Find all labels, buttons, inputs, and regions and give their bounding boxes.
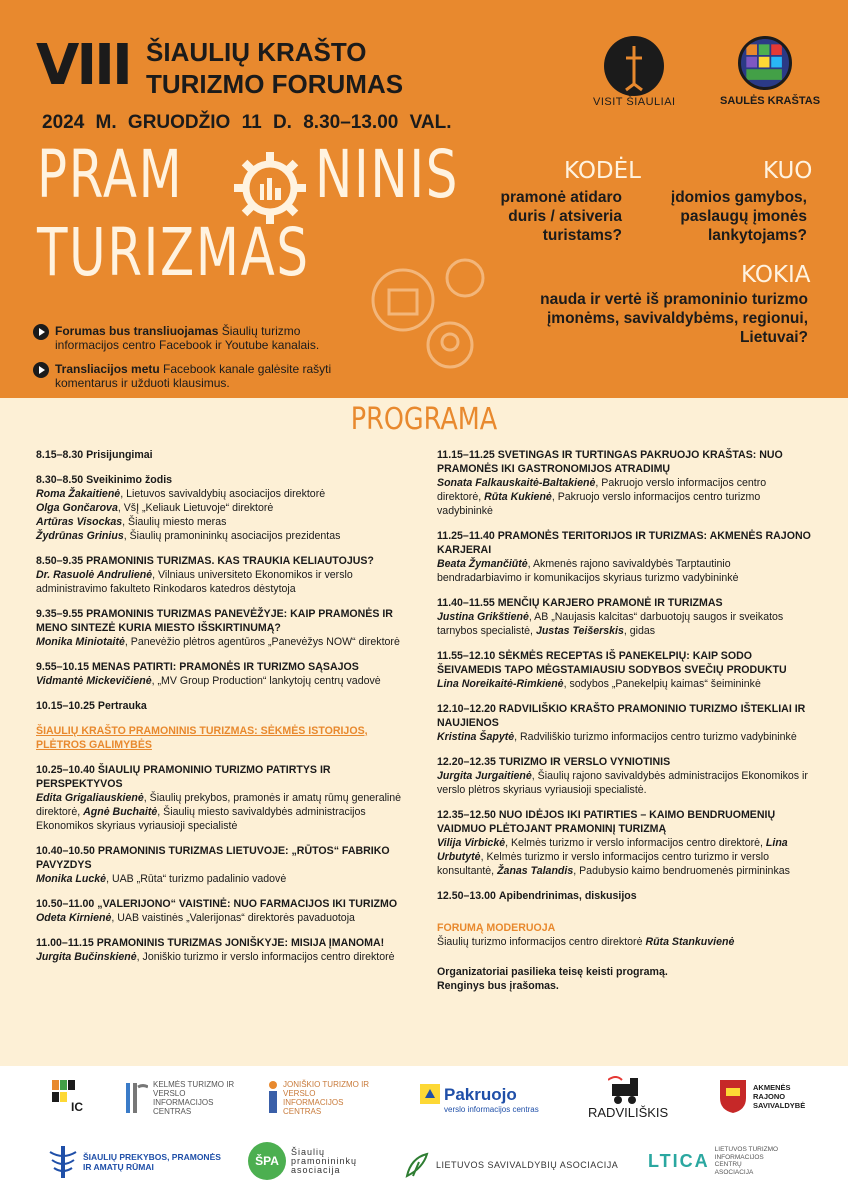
program-item-heading	[36, 554, 416, 568]
program-left-column	[36, 448, 416, 975]
program-speakers	[437, 610, 813, 638]
big-title-part1: PRAM	[37, 136, 184, 213]
question-kodel-text: pramonė atidaro duris / atsiveria turistams?	[500, 189, 622, 244]
moderator-block	[437, 921, 813, 949]
program-time: 9.55–10.15	[36, 661, 90, 673]
radviliskis-logo-text: RADVILIŠKIS	[588, 1105, 669, 1120]
program-speakers	[437, 557, 813, 585]
stream-info-bold: Forumas bus transliuojamas	[55, 324, 219, 338]
speaker-name: Justina Grikštienė	[437, 611, 529, 623]
joniskis-logo-icon	[268, 1081, 278, 1115]
speaker-name: Agnė Buchaitė	[83, 806, 158, 818]
program-item-heading	[437, 529, 813, 557]
program-time: 11.15–11.25	[437, 449, 495, 461]
note-recorded: Renginys bus įrašomas.	[437, 980, 559, 992]
speaker-role: , Joniškio turizmo ir verslo informacijos centro direktorė	[136, 951, 395, 963]
note-change: Organizatoriai pasilieka teisę keisti programą.	[437, 966, 668, 978]
program-item	[437, 755, 813, 797]
program-item-heading	[36, 897, 416, 911]
program-item	[437, 448, 813, 518]
radviliskis-logo	[588, 1076, 669, 1120]
program-title: NUO IDĖJOS IKI PATIRTIES – KAIMO BENDRUOMENIŲ VAIDMUO PLĖTOJANT PRAMONINĮ TURIZMĄ	[437, 809, 776, 835]
speaker-name: Sonata Falkauskaitė-Baltakienė	[437, 477, 596, 489]
program-item	[36, 763, 416, 833]
programa-title: PROGRAMA	[350, 402, 498, 437]
speaker-role: , Padubysio kaimo bendruomenės pirmininkas	[573, 865, 790, 877]
kelme-logo	[126, 1080, 246, 1116]
edition-number: VIII	[36, 33, 130, 98]
speaker-role: , Akmenės rajono savivaldybės Tarptautinio bendradarbiavimo ir komunikacijos skyriaus turizmo vadybininkė	[437, 558, 739, 584]
moderator-role: Šiaulių turizmo informacijos centro direktorė	[437, 936, 646, 948]
program-item-heading	[437, 808, 813, 836]
speaker-role: , Šiaulių rajono savivaldybės administracijos Ekonomikos ir verslo plėtros skyriaus vyriausioji specialistė.	[437, 770, 808, 796]
speaker-name: Beata Žymančiūtė	[437, 558, 528, 570]
forum-title	[146, 36, 403, 100]
prekybos-rumai-logo	[48, 1144, 228, 1180]
program-right-column	[437, 448, 813, 993]
program-title: MENČIŲ KARJERO PRAMONĖ IR TURIZMAS	[497, 597, 723, 609]
program-title: ŠIAULIŲ PRAMONINIO TURIZMO PATIRTYS IR PERSPEKTYVOS	[36, 764, 331, 790]
program-title: „VALERIJONO“ VAISTINĖ: NUO FARMACIJOS IKI TURIZMO	[97, 898, 398, 910]
speaker-role: , Šiaulių miesto meras	[122, 516, 227, 528]
speaker-name: Monika Miniotaitė	[36, 636, 125, 648]
program-speakers	[36, 674, 416, 688]
speaker-name: Kristina Šapytė	[437, 731, 515, 743]
program-speakers	[437, 677, 813, 691]
play-icon	[33, 324, 49, 340]
speaker-name: Lina Noreikaitė-Rimkienė	[437, 678, 564, 690]
program-speakers	[36, 568, 416, 596]
comment-info-text: Facebook kanale galėsite rašyti komentarus ir užduoti klausimus.	[55, 362, 332, 390]
pakruojo-logo-icon	[420, 1084, 440, 1104]
program-time: 12.20–12.35	[437, 756, 496, 768]
program-time: 11.00–11.15	[36, 937, 94, 949]
program-title: MENAS PATIRTI: PRAMONĖS IR TURIZMO SĄSAJOS	[91, 661, 359, 673]
program-item	[437, 649, 813, 691]
spa-logo-icon: ŠPA	[248, 1142, 286, 1180]
ic-logo-text: IC	[71, 1099, 83, 1114]
joniskis-logo-text: JONIŠKIO TURIZMO IR VERSLO INFORMACIJOS CENTRAS	[283, 1080, 370, 1116]
pakruojo-logo-subtext: verslo informacijos centras	[444, 1105, 539, 1114]
speaker-role: , „MV Group Production“ lankytojų centrų vadovė	[151, 675, 381, 687]
program-item	[437, 889, 813, 903]
program-time: 8.50–9.35	[36, 555, 84, 567]
factory-gear-icon	[355, 250, 495, 390]
program-item-heading	[437, 649, 813, 677]
program-item-heading	[437, 889, 813, 903]
program-speakers	[437, 730, 813, 744]
ltica-logo	[648, 1146, 798, 1176]
program-item	[36, 936, 416, 964]
comment-info	[33, 362, 353, 390]
question-kokia-text: nauda ir vertė iš pramoninio turizmo įmonėms, savivaldybėms, regionui, Lietuvai?	[540, 291, 808, 346]
speaker-name: Žydrūnas Grinius	[36, 530, 124, 542]
program-item-heading	[36, 936, 416, 950]
program-speakers	[36, 635, 416, 649]
program-item	[36, 844, 416, 886]
program-time: 12.10–12.20	[437, 703, 496, 715]
speaker-name: Vidmantė Mickevičienė	[36, 675, 152, 687]
program-title: PRAMONINIS TURIZMAS LIETUVOJE: „RŪTOS“ FABRIKO PAVYZDYS	[36, 845, 390, 871]
kelme-logo-icon	[126, 1081, 148, 1115]
speaker-role: , AB „Naujasis kalcitas“ darbuotojų saugos ir sveikatos tarnybos specialistė,	[437, 611, 784, 637]
program-time: 8.15–8.30	[36, 449, 84, 461]
speaker-role: , Šiaulių miesto savivaldybės administracijos Ekonomikos skyriaus vyriausioji specialistė	[36, 806, 366, 832]
program-item	[36, 660, 416, 688]
speaker-name: Monika Luckė	[36, 873, 107, 885]
program-item-heading	[36, 844, 416, 872]
program-time: 11.55–12.10	[437, 650, 496, 662]
program-speakers	[36, 911, 416, 925]
hermes-staff-icon	[48, 1144, 78, 1180]
train-icon	[608, 1076, 648, 1106]
joniskis-logo	[268, 1080, 378, 1116]
speaker-role: , sodybos „Panekelpių kaimas“ šeimininkė	[563, 678, 761, 690]
partner-logos	[0, 1066, 848, 1200]
program-title: Prisijungimai	[86, 449, 153, 461]
comment-info-bold: Transliacijos metu	[55, 362, 160, 376]
program-item	[437, 529, 813, 585]
program-time: 11.40–11.55	[437, 597, 495, 609]
lsa-leaf-icon	[405, 1152, 431, 1178]
program-item	[36, 473, 416, 543]
speaker-name: Lina Urbutytė	[437, 837, 788, 863]
ltica-logo-icon: LTICA	[648, 1150, 710, 1171]
program-time: 12.50–13.00	[437, 890, 496, 902]
program-time: 10.15–10.25	[36, 700, 95, 712]
speaker-role: , Radviliškio turizmo informacijos centro turizmo vadybininkė	[514, 731, 797, 743]
speaker-name: Rūta Kukienė	[484, 491, 552, 503]
speaker-role: , Lietuvos savivaldybių asociacijos direktorė	[120, 488, 326, 500]
speaker-role: , Pakruojo verslo informacijos centro direktorė,	[437, 477, 767, 503]
forum-title-line1: ŠIAULIŲ KRAŠTO	[146, 37, 367, 67]
program-title: Sveikinimo žodis	[86, 474, 173, 486]
program-item	[437, 702, 813, 744]
program-title: SĖKMĖS RECEPTAS IŠ PANEKELPIŲ: KAIP SODO ŠEIVAMEDIS TAPO MĖGSTAMIAUSIU SODYBOS SVEČIŲ PRODUKTU	[437, 650, 787, 676]
question-kuo-text: įdomios gamybos, paslaugų įmonės lankytojams?	[670, 189, 807, 244]
speaker-role: , VšĮ „Keliauk Lietuvoje“ direktorė	[117, 502, 274, 514]
program-item-heading	[437, 755, 813, 769]
moderator-heading: FORUMĄ MODERUOJA	[437, 922, 556, 934]
lsa-logo-text: LIETUVOS SAVIVALDYBIŲ ASOCIACIJA	[436, 1159, 619, 1170]
visit-siauliai-label: VISIT ŠIAULIAI	[593, 96, 676, 108]
program-item-heading	[36, 699, 416, 713]
speaker-role: , UAB vaistinės „Valerijonas“ direktorės pavaduotoja	[111, 912, 355, 924]
akmene-logo-text: AKMENĖS RAJONO SAVIVALDYBĖ	[753, 1082, 806, 1110]
kelme-logo-text: KELMĖS TURIZMO IR VERSLO INFORMACIJOS CENTRAS	[153, 1080, 235, 1116]
forum-title-line2: TURIZMO FORUMAS	[146, 69, 404, 99]
program-title: PRAMONĖS TERITORIJOS IR TURIZMAS: AKMENĖS RAJONO KARJERAI	[437, 530, 811, 556]
program-title: RADVILIŠKIO KRAŠTO PRAMONINIO TURIZMO IŠTEKLIAI IR NAUJIENOS	[437, 703, 806, 729]
event-date: 2024 M. GRUODŽIO 11 D. 8.30–13.00 VAL.	[42, 112, 452, 133]
header-banner	[0, 0, 848, 398]
ic-logo	[52, 1080, 83, 1114]
program-item-heading	[437, 596, 813, 610]
speaker-role: , Šiaulių prekybos, pramonės ir amatų rūmų generalinė direktorė,	[36, 792, 402, 818]
question-kokia-head: KOKIA	[741, 262, 811, 288]
program-item	[36, 699, 416, 713]
speaker-role: , Pakruojo verslo informacijos centro turizmo vadybininkė	[437, 491, 761, 517]
akmene-shield-icon	[718, 1078, 748, 1114]
program-time: 8.30–8.50	[36, 474, 84, 486]
program-title: PRAMONINIS TURIZMAS JONIŠKYJE: MISIJA ĮMANOMA!	[96, 937, 385, 949]
stream-info	[33, 324, 353, 352]
speaker-role: , Kelmės turizmo ir verslo informacijos centro direktorė,	[505, 837, 766, 849]
program-title: TURIZMO IR VERSLO VYNIOTINIS	[498, 756, 671, 768]
pakruojo-logo	[420, 1084, 539, 1114]
speaker-role: , Vilniaus universiteto Ekonomikos ir verslo administravimo fakulteto Rinkodaros katedros dėstytoja	[36, 569, 353, 595]
program-item	[437, 808, 813, 878]
big-title-part2: NINIS	[315, 136, 460, 213]
play-icon	[33, 362, 49, 378]
program-item	[36, 448, 416, 462]
program-item	[36, 897, 416, 925]
spa-logo-text: Šiaulių pramonininkų asociacija	[291, 1146, 358, 1175]
saules-krastas-label: SAULĖS KRAŠTAS	[720, 95, 821, 107]
speaker-role: , Šiaulių pramonininkų asociacijos prezidentas	[123, 530, 341, 542]
program-time: 10.25–10.40	[36, 764, 95, 776]
pakruojo-logo-text: Pakruojo	[444, 1084, 517, 1104]
program-speakers	[36, 791, 416, 833]
program-speakers	[437, 769, 813, 797]
speaker-role: , Kelmės turizmo ir verslo informacijos centro turizmo ir verslo konsultantė,	[437, 851, 770, 877]
saules-krastas-logo-icon	[738, 36, 792, 90]
speaker-name: Olga Gončarova	[36, 502, 118, 514]
speaker-name: Roma Žakaitienė	[36, 488, 121, 500]
akmene-logo	[718, 1078, 813, 1114]
program-item-heading	[437, 702, 813, 730]
speaker-name: Žanas Talandis	[497, 865, 574, 877]
program-time: 12.35–12.50	[437, 809, 496, 821]
program-speakers	[437, 476, 813, 518]
speaker-name: Jurgita Bučinskienė	[36, 951, 137, 963]
program-item-heading	[36, 448, 416, 462]
speaker-name: Dr. Rasuolė Andrulienė	[36, 569, 153, 581]
program-speakers	[36, 487, 416, 543]
speaker-name: Artūras Visockas	[36, 516, 123, 528]
speaker-role: , UAB „Rūta“ turizmo padalinio vadovė	[106, 873, 287, 885]
program-item	[437, 596, 813, 638]
speaker-role: , gidas	[623, 625, 656, 637]
prekybos-rumai-text: ŠIAULIŲ PREKYBOS, PRAMONĖS IR AMATŲ RŪMAI	[83, 1152, 221, 1172]
moderator-line	[437, 935, 813, 949]
question-kuo-head: KUO	[763, 158, 813, 184]
speaker-name: Jurgita Jurgaitienė	[437, 770, 532, 782]
speaker-name: Edita Grigaliauskienė	[36, 792, 144, 804]
stream-info-text: Šiaulių turizmo informacijos centro Facebook ir Youtube kanalais.	[55, 324, 320, 352]
lsa-logo	[405, 1152, 618, 1178]
program-speakers	[36, 872, 416, 886]
program-title: PRAMONINIS TURIZMAS PANEVĖŽYJE: KAIP PRAMONĖS IR MENO SINTEZĖ KURIA MIESTO IŠSKIRTINUMĄ?	[36, 608, 393, 634]
speaker-name: Justas Teišerskis	[535, 625, 624, 637]
visit-siauliai-logo-icon	[604, 36, 664, 96]
speaker-name: Vilija Virbickė	[437, 837, 506, 849]
ltica-logo-text: LIETUVOS TURIZMO INFORMACIJOS CENTRŲ ASOCIACIJA	[714, 1146, 779, 1176]
program-item	[36, 554, 416, 596]
program-title: SVETINGAS IR TURTINGAS PAKRUOJO KRAŠTAS: NUO PRAMONĖS IKI GASTRONOMIJOS ATRADIMŲ	[437, 449, 783, 475]
moderator-name: Rūta Stankuvienė	[645, 936, 735, 948]
program-item-heading	[36, 660, 416, 674]
program-time: 10.50–11.00	[36, 898, 95, 910]
program-item-heading	[36, 607, 416, 635]
section-title: ŠIAULIŲ KRAŠTO PRAMONINIS TURIZMAS: SĖKMĖS ISTORIJOS, PLĖTROS GALIMYBĖS	[36, 725, 368, 751]
question-kodel-head: KODĖL	[564, 158, 641, 184]
program-time: 10.40–10.50	[36, 845, 95, 857]
program-item	[36, 607, 416, 649]
speaker-role: , Panevėžio plėtros agentūros „Panevėžys NOW“ direktorė	[124, 636, 400, 648]
program-item-heading	[36, 473, 416, 487]
organizer-notes	[437, 965, 813, 993]
program-item-heading	[36, 763, 416, 791]
program-title: Apibendrinimas, diskusijos	[498, 890, 637, 902]
spa-logo	[248, 1142, 358, 1180]
program-title: Pertrauka	[97, 700, 147, 712]
big-title-line2: TURIZMAS	[37, 214, 310, 291]
program-item-heading	[437, 448, 813, 476]
program-title: PRAMONINIS TURIZMAS. KAS TRAUKIA KELIAUTOJUS?	[86, 555, 374, 567]
program-time: 9.35–9.55	[36, 608, 84, 620]
program-time: 11.25–11.40	[437, 530, 495, 542]
speaker-name: Odeta Kirnienė	[36, 912, 112, 924]
program-speakers	[36, 950, 416, 964]
program-speakers	[437, 836, 813, 878]
